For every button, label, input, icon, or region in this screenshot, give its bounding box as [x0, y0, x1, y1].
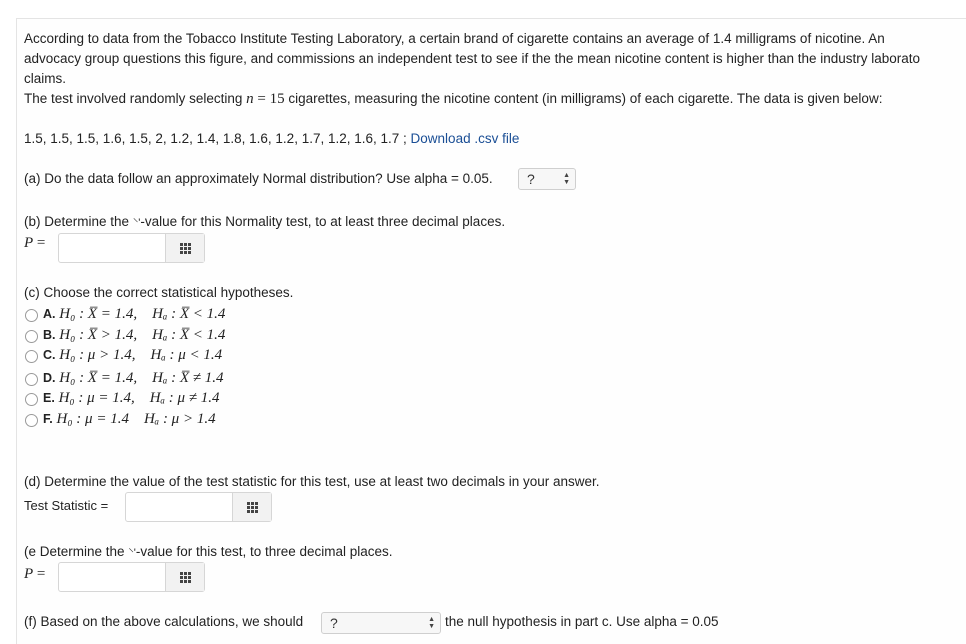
- hypothesis-radio-e[interactable]: [25, 393, 38, 406]
- math-keypad-button[interactable]: [165, 563, 204, 591]
- part-e-pre: (e Determine the: [24, 544, 125, 559]
- part-c-text: (c) Choose the correct statistical hypotheses.: [24, 285, 294, 300]
- normality-p-value-input[interactable]: [59, 234, 171, 262]
- part-f-post: the null hypothesis in part c. Use alpha = 0.05: [445, 614, 719, 629]
- math-keypad-button[interactable]: [232, 493, 271, 521]
- part-b-post: -value for this Normality test, to at least three decimal places.: [140, 214, 506, 229]
- hypothesis-option-f: F. H₀ : μ = 1.4 Hₐ : μ > 1.4: [43, 411, 216, 427]
- part-b-text: [24, 214, 505, 230]
- normality-select[interactable]: [518, 168, 576, 190]
- question-panel: [16, 18, 966, 644]
- test-statistic-field: [125, 492, 272, 522]
- part-e-post: -value for this test, to three decimal places.: [135, 544, 393, 559]
- keypad-grid-icon: [180, 572, 191, 583]
- p-glyph: ⸌': [128, 547, 136, 559]
- hypothesis-radio-d[interactable]: [25, 373, 38, 386]
- hypothesis-option-a: A. H₀ : X̅ = 1.4, Hₐ : X̅ < 1.4: [43, 306, 226, 322]
- p-eq: =: [36, 235, 46, 251]
- decision-select[interactable]: [321, 612, 441, 634]
- hypothesis-radio-f[interactable]: [25, 414, 38, 427]
- math-keypad-button[interactable]: [165, 234, 204, 262]
- select-arrows-icon: ▲ ▼: [563, 172, 570, 186]
- p-var: P: [24, 235, 34, 251]
- intro-line-4-post: cigarettes, measuring the nicotine content (in milligrams) of each cigarette. The data is given below:: [288, 91, 883, 106]
- normality-p-value-field: [58, 233, 205, 263]
- test-p-value-input[interactable]: [59, 563, 171, 591]
- p-glyph: ⸌': [132, 217, 141, 229]
- test-statistic-label: Test Statistic =: [24, 498, 109, 513]
- hypothesis-option-c: C. H₀ : μ > 1.4, Hₐ : μ < 1.4: [43, 347, 223, 363]
- download-csv-link[interactable]: Download .csv file: [410, 131, 520, 146]
- normality-select-value: ?: [527, 171, 535, 187]
- test-p-value-field: [58, 562, 205, 592]
- p-eq: =: [36, 566, 46, 582]
- top-strip: [0, 0, 966, 18]
- keypad-grid-icon: [180, 243, 191, 254]
- part-b-pre: (b) Determine the: [24, 214, 130, 229]
- hypothesis-option-e: E. H₀ : μ = 1.4, Hₐ : μ ≠ 1.4: [43, 390, 220, 406]
- data-line: [24, 131, 519, 146]
- intro-line-4-pre: The test involved randomly selecting: [24, 91, 243, 106]
- hypothesis-option-b: B. H₀ : X̅ > 1.4, Hₐ : X̅ < 1.4: [43, 327, 226, 343]
- sample-size-value: = 15: [257, 91, 285, 107]
- hypothesis-radio-a[interactable]: [25, 309, 38, 322]
- p-var: P: [24, 566, 34, 582]
- decision-select-value: ?: [330, 615, 338, 631]
- intro-line-2: advocacy group questions this figure, and commissions an independent test to see if the the mean nicotine content is higher than the industry laborato: [24, 51, 921, 66]
- intro-line-1: According to data from the Tobacco Institute Testing Laboratory, a certain brand of cigarette contains an average of 1.4 milligrams of nicotine. An: [24, 31, 885, 46]
- hypothesis-radio-c[interactable]: [25, 350, 38, 363]
- part-a-text: (a) Do the data follow an approximately Normal distribution? Use alpha = 0.05.: [24, 171, 493, 186]
- intro-line-4: [24, 91, 882, 108]
- hypothesis-option-d: D. H₀ : X̅ = 1.4, Hₐ : X̅ ≠ 1.4: [43, 370, 224, 386]
- part-d-text: (d) Determine the value of the test statistic for this test, use at least two decimals in your answer.: [24, 474, 600, 489]
- select-arrows-icon: ▲ ▼: [428, 616, 435, 630]
- sample-size-var: n: [246, 91, 254, 107]
- keypad-grid-icon: [247, 502, 258, 513]
- test-statistic-input[interactable]: [126, 493, 238, 521]
- data-values: 1.5, 1.5, 1.5, 1.6, 1.5, 2, 1.2, 1.4, 1.8, 1.6, 1.2, 1.7, 1.2, 1.6, 1.7 ;: [24, 131, 407, 146]
- part-b-label: [24, 235, 45, 252]
- part-e-label: [24, 566, 45, 583]
- intro-line-3: claims.: [24, 71, 67, 86]
- part-e-text: [24, 544, 393, 560]
- part-f-pre: (f) Based on the above calculations, we should: [24, 614, 304, 629]
- hypothesis-radio-b[interactable]: [25, 330, 38, 343]
